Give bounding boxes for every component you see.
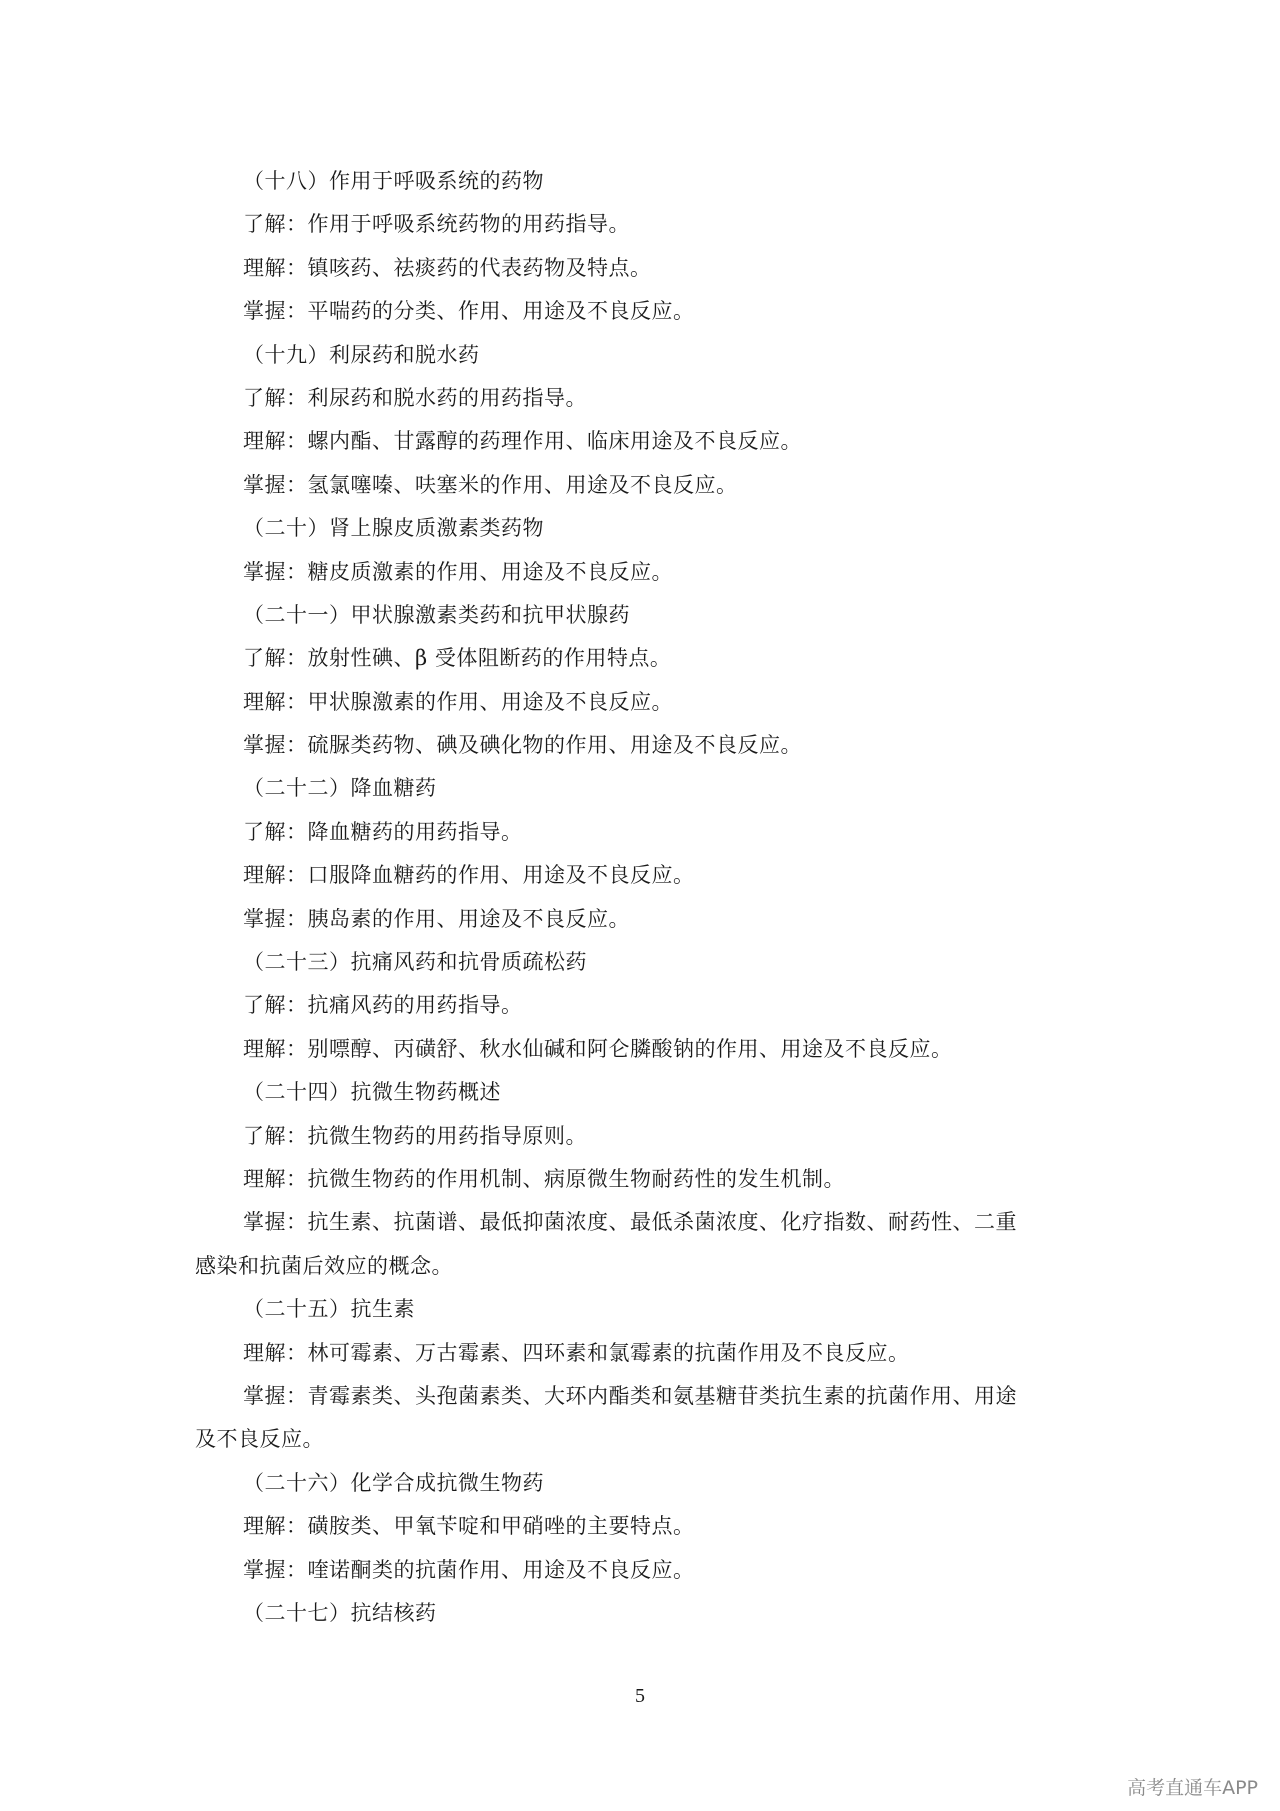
body-line: 理解：螺内酯、甘露醇的药理作用、临床用途及不良反应。 — [243, 429, 802, 454]
body-line: 了解：放射性碘、β 受体阻断药的作用特点。 — [243, 646, 672, 671]
body-line: 掌握：青霉素类、头孢菌素类、大环内酯类和氨基糖苷类抗生素的抗菌作用、用途 — [243, 1383, 1017, 1408]
body-line: 掌握：喹诺酮类的抗菌作用、用途及不良反应。 — [243, 1557, 695, 1582]
section-heading: （二十六）化学合成抗微生物药 — [243, 1470, 544, 1495]
body-line: 了解：降血糖药的用药指导。 — [243, 819, 523, 844]
body-line: 理解：镇咳药、祛痰药的代表药物及特点。 — [243, 255, 652, 280]
body-line: 理解：甲状腺激素的作用、用途及不良反应。 — [243, 689, 673, 714]
body-line: 理解：林可霉素、万古霉素、四环素和氯霉素的抗菌作用及不良反应。 — [243, 1340, 910, 1365]
section-heading: （十九）利尿药和脱水药 — [243, 342, 480, 367]
body-line: 掌握：平喘药的分类、作用、用途及不良反应。 — [243, 299, 695, 324]
body-line: 掌握：抗生素、抗菌谱、最低抑菌浓度、最低杀菌浓度、化疗指数、耐药性、二重 — [243, 1210, 1017, 1235]
section-heading: （十八）作用于呼吸系统的药物 — [243, 169, 544, 193]
body-line: 感染和抗菌后效应的概念。 — [195, 1253, 453, 1278]
body-line: 掌握：氢氯噻嗪、呋塞米的作用、用途及不良反应。 — [243, 472, 738, 497]
body-line: 理解：抗微生物药的作用机制、病原微生物耐药性的发生机制。 — [243, 1166, 845, 1191]
body-line: 及不良反应。 — [195, 1427, 324, 1452]
section-heading: （二十四）抗微生物药概述 — [243, 1080, 501, 1105]
body-line: 掌握：胰岛素的作用、用途及不良反应。 — [243, 906, 630, 931]
section-heading: （二十一）甲状腺激素类药和抗甲状腺药 — [243, 602, 630, 627]
document-body — [195, 160, 1095, 1635]
body-line: 理解：口服降血糖药的作用、用途及不良反应。 — [243, 863, 695, 888]
body-line: 掌握：硫脲类药物、碘及碘化物的作用、用途及不良反应。 — [243, 733, 802, 758]
body-line: 了解：作用于呼吸系统药物的用药指导。 — [243, 212, 630, 237]
section-heading: （二十二）降血糖药 — [243, 776, 437, 801]
section-heading: （二十七）抗结核药 — [243, 1600, 437, 1625]
body-line: 理解：磺胺类、甲氧苄啶和甲硝唑的主要特点。 — [243, 1514, 695, 1539]
body-line: 掌握：糖皮质激素的作用、用途及不良反应。 — [243, 559, 673, 584]
body-line: 了解：抗痛风药的用药指导。 — [243, 993, 523, 1018]
watermark-text: 高考直通车APP — [1127, 1777, 1258, 1799]
body-line: 了解：抗微生物药的用药指导原则。 — [243, 1123, 587, 1148]
section-heading: （二十）肾上腺皮质激素类药物 — [243, 516, 544, 541]
section-heading: （二十五）抗生素 — [243, 1297, 415, 1322]
page-number: 5 — [635, 1685, 645, 1707]
body-line: 了解：利尿药和脱水药的用药指导。 — [243, 385, 587, 410]
section-heading: （二十三）抗痛风药和抗骨质疏松药 — [243, 950, 587, 975]
body-line: 理解：别嘌醇、丙磺舒、秋水仙碱和阿仑膦酸钠的作用、用途及不良反应。 — [243, 1036, 953, 1061]
